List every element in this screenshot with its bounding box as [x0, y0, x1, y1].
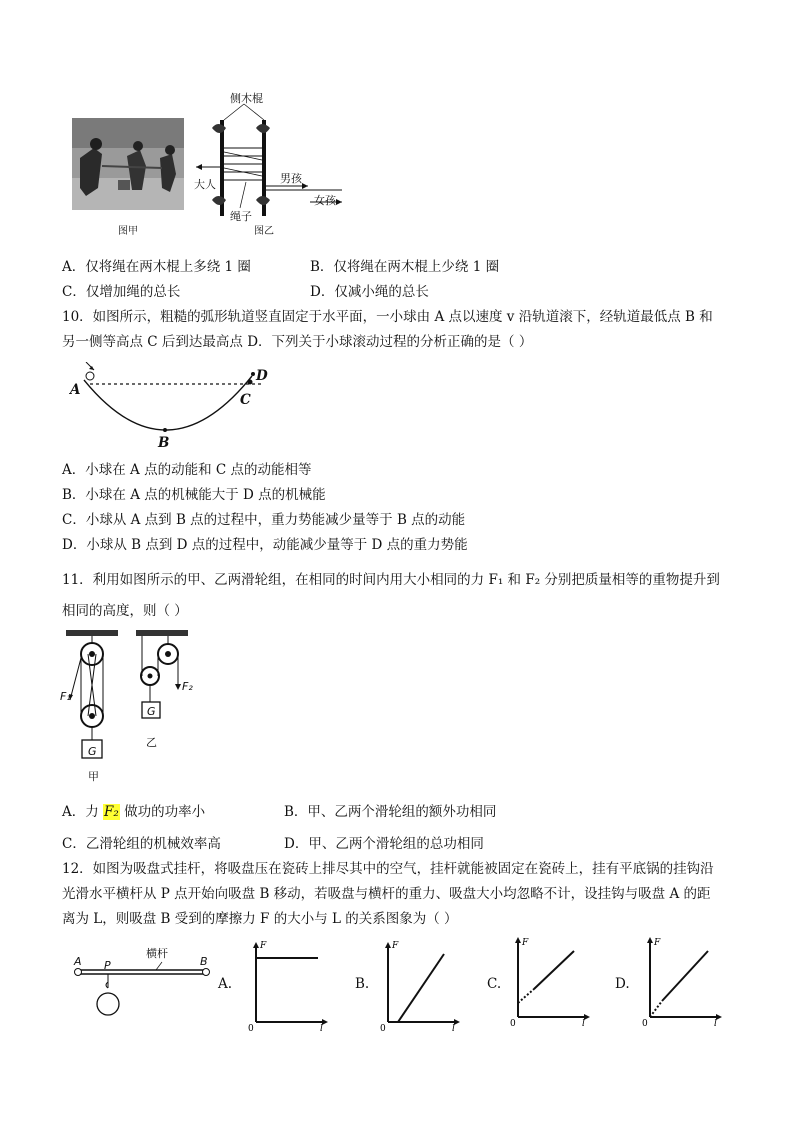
q12-label-p: P	[104, 959, 111, 972]
q10-option-b[interactable]: B．小球在 A 点的机械能大于 D 点的机械能	[62, 487, 326, 503]
q10-point-d: D	[256, 368, 268, 384]
figure-a-photo-drawing	[72, 118, 184, 210]
q12-option-a[interactable]: A.	[218, 976, 233, 992]
q10-point-a: A	[70, 382, 81, 398]
q11-option-a-suffix: 做功的功率小	[119, 804, 206, 820]
q12-graph-c[interactable]	[504, 935, 594, 1027]
q12-stem-line3: 离为 L，则吸盘 B 受到的摩擦力 F 的大小与 L 的关系图象为（ ）	[62, 911, 458, 927]
q11-stem-line2: 相同的高度，则（ ）	[62, 603, 188, 619]
q12-graph-b-origin: 0	[380, 1024, 386, 1032]
figure-a-photo	[72, 118, 184, 210]
q9-option-a[interactable]: A．仅将绳在两木棍上多绕 1 圈	[62, 259, 251, 275]
q12-label-a: A	[74, 955, 82, 968]
label-boy: 男孩	[280, 172, 302, 185]
q11-pulley-diagram	[62, 628, 202, 778]
figure-a-caption: 图甲	[118, 226, 138, 237]
q12-label-bar: 横杆	[146, 947, 168, 960]
figure-b-caption: 图乙	[254, 226, 274, 237]
q10-point-c: C	[240, 392, 251, 408]
q12-graph-a[interactable]	[242, 940, 332, 1032]
q12-graph-d-origin: 0	[642, 1019, 648, 1027]
q10-option-a[interactable]: A．小球在 A 点的动能和 C 点的动能相等	[62, 462, 312, 478]
q9-option-d[interactable]: D．仅减小绳的总长	[310, 284, 429, 300]
q11-label-g-jia: G	[88, 745, 97, 758]
q9-option-c[interactable]: C．仅增加绳的总长	[62, 284, 181, 300]
q10-option-d[interactable]: D．小球从 B 点到 D 点的过程中，动能减少量等于 D 点的重力势能	[62, 537, 468, 553]
q11-option-b[interactable]: B．甲、乙两个滑轮组的额外功相同	[284, 804, 497, 820]
q11-label-g-yi: G	[147, 705, 156, 718]
q12-option-b[interactable]: B.	[355, 976, 370, 992]
q11-label-f1: F₁	[60, 690, 71, 703]
q11-label-yi: 乙	[146, 736, 157, 749]
q12-graph-d-axis-f: F	[654, 938, 661, 948]
q12-graph-b-axis-l: l	[452, 1024, 455, 1032]
q12-graph-a-axis-f: F	[260, 941, 267, 951]
q10-option-c[interactable]: C．小球从 A 点到 B 点的过程中，重力势能减少量等于 B 点的动能	[62, 512, 466, 528]
q12-graph-d[interactable]	[636, 935, 726, 1027]
label-girl: 女孩	[314, 194, 336, 207]
q12-option-d[interactable]: D.	[615, 976, 630, 992]
q12-stem-line2: 光滑水平横杆从 P 点开始向吸盘 B 移动，若吸盘与横杆的重力、吸盘大小均忽略不计，设挂钩与吸盘 A 的距	[62, 886, 711, 902]
label-stick: 侧木棍	[230, 92, 263, 105]
q12-label-b: B	[200, 955, 208, 968]
q12-graph-b[interactable]	[374, 940, 464, 1032]
q9-option-b[interactable]: B．仅将绳在两木棍上少绕 1 圈	[310, 259, 500, 275]
q10-point-b: B	[158, 435, 170, 451]
q11-option-d[interactable]: D．甲、乙两个滑轮组的总功相同	[284, 836, 484, 852]
q12-graph-c-axis-l: l	[582, 1019, 585, 1027]
q11-option-a[interactable]	[62, 802, 205, 822]
q12-graph-b-axis-f: F	[392, 941, 399, 951]
q12-option-c[interactable]: C.	[487, 976, 502, 992]
q11-option-a-prefix: A．力	[62, 804, 104, 820]
label-adult: 大人	[194, 178, 216, 191]
q11-option-a-highlight: F₂	[104, 804, 119, 820]
q12-stem-line1: 12．如图为吸盘式挂杆，将吸盘压在瓷砖上排尽其中的空气，挂杆就能被固定在瓷砖上，挂有平底锅的挂钩沿	[62, 861, 714, 877]
q11-label-f2: F₂	[182, 680, 193, 693]
q12-graph-a-origin: 0	[248, 1024, 254, 1032]
q11-option-c[interactable]: C．乙滑轮组的机械效率高	[62, 836, 221, 852]
q10-stem-line1: 10．如图所示，粗糙的弧形轨道竖直固定于水平面，一小球由 A 点以速度 v 沿轨道滚下，经轨道最低点 B 和	[62, 309, 713, 325]
q11-label-jia: 甲	[88, 770, 99, 783]
q12-graph-c-origin: 0	[510, 1019, 516, 1027]
figure-b-diagram	[190, 90, 350, 230]
q12-graph-a-axis-l: l	[320, 1024, 323, 1032]
q12-rod-diagram	[72, 952, 212, 1022]
q12-graph-d-axis-l: l	[714, 1019, 717, 1027]
q12-graph-c-axis-f: F	[522, 938, 529, 948]
label-rope: 绳子	[230, 210, 252, 223]
q11-stem-line1: 11．利用如图所示的甲、乙两滑轮组，在相同的时间内用大小相同的力 F₁ 和 F₂ 分别把质量相等的重物提升到	[62, 572, 720, 588]
q10-stem-line2: 另一侧等高点 C 后到达最高点 D．下列关于小球滚动过程的分析正确的是（ ）	[62, 334, 533, 350]
